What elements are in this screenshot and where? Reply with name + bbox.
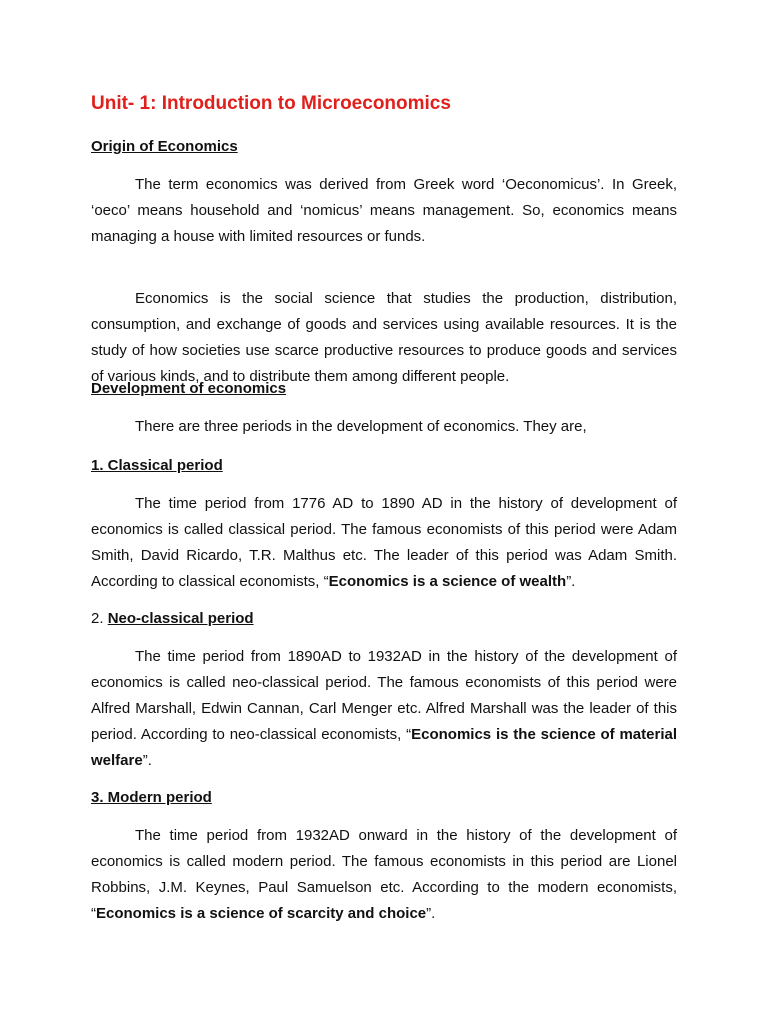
neo-classical-title: Neo-classical period bbox=[107, 610, 254, 627]
classical-quote: Economics is a science of wealth bbox=[328, 573, 567, 590]
heading-classical-period: 1. Classical period bbox=[91, 457, 223, 474]
modern-text: The time period from 1932AD onward in the history of the development of economics is called modern period. The famous economists in this period are Lionel Robbins, J.M. Keynes, Paul Samuelson etc. According to the modern economists, “ bbox=[91, 827, 677, 922]
paragraph-economics-social-science: Economics is the social science that studies the production, distribution, consumption, and exchange of goods and services using available resources. It is the study of how societies use scarce productive resources to produce goods and services of various kinds, and to distribute them among different people. bbox=[91, 290, 677, 385]
heading-neo-classical-period bbox=[91, 610, 254, 627]
page-title: Unit- 1: Introduction to Microeconomics bbox=[91, 93, 451, 114]
neo-classical-text: The time period from 1890AD to 1932AD in the history of the development of economics is called neo-classical period. The famous economists of this period were Alfred Marshall, Edwin Cannan, Carl Menger etc. Alfred Marshall was the leader of this period. According to neo-classical economists, “ bbox=[91, 648, 677, 743]
modern-quote: Economics is a science of scarcity and choice bbox=[96, 905, 427, 922]
paragraph-neo-classical-period bbox=[91, 644, 677, 774]
paragraph-modern-period bbox=[91, 823, 677, 927]
classical-quote-end: ”. bbox=[566, 573, 576, 590]
paragraph-three-periods: There are three periods in the development of economics. They are, bbox=[135, 418, 587, 435]
heading-development-of-economics: Development of economics bbox=[91, 380, 287, 397]
paragraph-origin-definition: The term economics was derived from Greek word ‘Oeconomicus’. In Greek, ‘oeco’ means household and ‘nomicus’ means management. So, economics means managing a house with limited resources or funds. bbox=[91, 176, 677, 245]
neo-classical-number: 2. bbox=[91, 610, 108, 627]
heading-modern-period: 3. Modern period bbox=[91, 789, 212, 806]
neo-classical-quote: Economics is the science of material welfare bbox=[91, 726, 677, 769]
modern-quote-end: ”. bbox=[426, 905, 436, 922]
heading-origin-of-economics: Origin of Economics bbox=[91, 138, 238, 155]
paragraph-classical-period bbox=[91, 491, 677, 595]
classical-text: The time period from 1776 AD to 1890 AD in the history of development of economics is called classical period. The famous economists of this period were Adam Smith, David Ricardo, T.R. Malthus etc. The leader of this period was Adam Smith. According to classical economists, “ bbox=[91, 495, 677, 590]
neo-classical-quote-end: ”. bbox=[142, 752, 152, 769]
